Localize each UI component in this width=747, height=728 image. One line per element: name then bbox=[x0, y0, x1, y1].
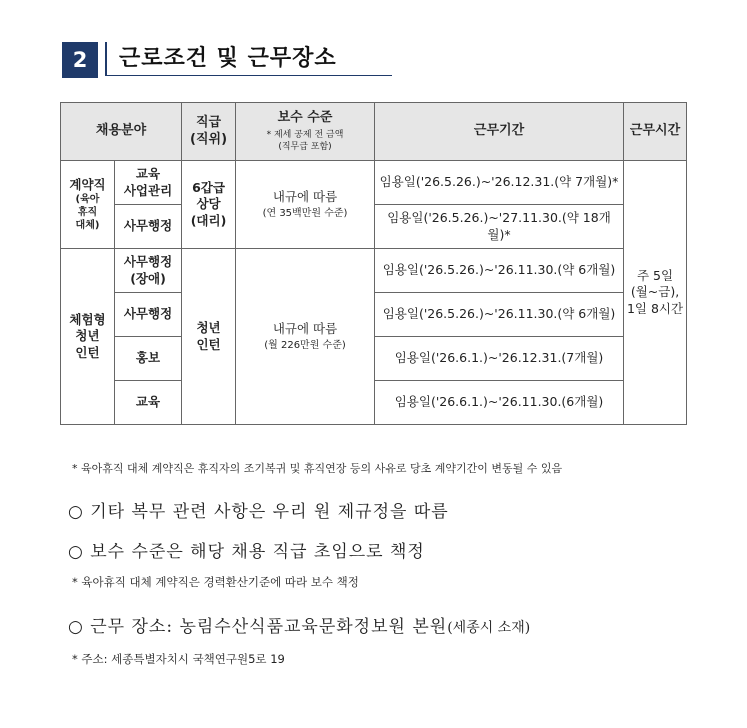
grade-contract-line2: 상당 bbox=[196, 196, 221, 212]
category-contract-main: 계약직 bbox=[69, 176, 106, 192]
category-intern-line3: 인턴 bbox=[75, 344, 100, 360]
category-intern-line2: 청년 bbox=[75, 328, 100, 344]
category-contract bbox=[61, 161, 115, 249]
grade-contract bbox=[182, 161, 236, 249]
header-grade bbox=[182, 103, 236, 161]
field-cell bbox=[115, 161, 182, 205]
grade-intern-line2: 인턴 bbox=[196, 336, 221, 352]
field-cell: 홍보 bbox=[115, 337, 182, 381]
section-title: 근로조건 및 근무장소 bbox=[105, 42, 392, 76]
header-pay bbox=[236, 103, 375, 161]
grade-intern bbox=[182, 249, 236, 425]
footnote-pay-career: * 육아휴직 대체 계약직은 경력환산기준에 따라 보수 책정 bbox=[72, 575, 359, 589]
pay-contract-main: 내규에 따름 bbox=[272, 188, 338, 204]
category-intern-line1: 체험형 bbox=[69, 312, 106, 328]
footnote-contract-period: * 육아휴직 대체 계약직은 휴직자의 조기복귀 및 휴직연장 등의 사유로 당초 계약기간이 변동될 수 있음 bbox=[72, 462, 563, 475]
period-cell: 임용일('26.6.1.)~'26.11.30.(6개월) bbox=[375, 381, 624, 425]
working-conditions-table bbox=[60, 102, 687, 425]
field-cell: 사무행정 bbox=[115, 293, 182, 337]
table-row bbox=[61, 249, 687, 293]
pay-intern-main: 내규에 따름 bbox=[272, 320, 338, 336]
field-line1: 교육 bbox=[135, 166, 161, 182]
pay-contract-sub: (연 35백만원 수준) bbox=[262, 208, 348, 220]
header-field: 채용분야 bbox=[61, 103, 182, 161]
period-cell: 임용일('26.6.1.)~'26.12.31.(7개월) bbox=[375, 337, 624, 381]
header-period: 근무기간 bbox=[375, 103, 624, 161]
pay-intern bbox=[236, 249, 375, 425]
work-location-main: ○ 근무 장소: 농림수산식품교육문화정보원 본원 bbox=[68, 617, 448, 637]
category-contract-sub1: (육아 bbox=[75, 194, 100, 206]
grade-contract-line1: 6갑급 bbox=[192, 180, 225, 196]
bullet-service-rules: ○ 기타 복무 관련 사항은 우리 원 제규정을 따름 bbox=[68, 502, 449, 522]
pay-intern-sub: (월 226만원 수준) bbox=[264, 340, 346, 352]
header-pay-note-line2: (직무급 포함) bbox=[278, 141, 332, 152]
header-pay-note bbox=[238, 129, 372, 153]
category-contract-sub3: 대체) bbox=[75, 220, 100, 232]
hours-line2: (월~금), bbox=[630, 284, 680, 300]
table-row bbox=[61, 161, 687, 205]
field-cell bbox=[115, 249, 182, 293]
table-header-row bbox=[61, 103, 687, 161]
hours-cell bbox=[624, 161, 687, 425]
field-cell: 교육 bbox=[115, 381, 182, 425]
category-contract-sub2: 휴직 bbox=[77, 207, 98, 219]
section-number-badge: 2 bbox=[62, 42, 98, 78]
section-header bbox=[62, 42, 392, 80]
bullet-pay-level: ○ 보수 수준은 해당 채용 직급 초임으로 책정 bbox=[68, 542, 425, 562]
category-intern bbox=[61, 249, 115, 425]
footnote-address: * 주소: 세종특별자치시 국책연구원5로 19 bbox=[72, 652, 285, 666]
grade-intern-line1: 청년 bbox=[196, 320, 221, 336]
grade-contract-line3: (대리) bbox=[190, 212, 227, 228]
hours-line1: 주 5일 bbox=[636, 268, 674, 284]
field-line2: 사업관리 bbox=[123, 182, 173, 198]
field-line1: 사무행정 bbox=[123, 254, 173, 270]
hours-line3: 1일 8시간 bbox=[626, 300, 684, 316]
period-cell: 임용일('26.5.26.)~'26.11.30.(약 6개월) bbox=[375, 249, 624, 293]
header-grade-line2: (직위) bbox=[190, 131, 228, 147]
period-cell: 임용일('26.5.26.)~'27.11.30.(약 18개월)* bbox=[375, 205, 624, 249]
field-line2: (장애) bbox=[130, 270, 166, 286]
header-hours: 근무시간 bbox=[624, 103, 687, 161]
period-cell: 임용일('26.5.26.)~'26.12.31.(약 7개월)* bbox=[375, 161, 624, 205]
period-cell: 임용일('26.5.26.)~'26.11.30.(약 6개월) bbox=[375, 293, 624, 337]
header-pay-note-line1: * 제세 공제 전 금액 bbox=[266, 129, 344, 140]
header-pay-title: 보수 수준 bbox=[277, 109, 333, 125]
bullet-work-location bbox=[68, 612, 530, 637]
work-location-paren: (세종시 소재) bbox=[447, 620, 531, 636]
header-grade-line1: 직급 bbox=[195, 114, 222, 130]
field-cell: 사무행정 bbox=[115, 205, 182, 249]
pay-contract bbox=[236, 161, 375, 249]
